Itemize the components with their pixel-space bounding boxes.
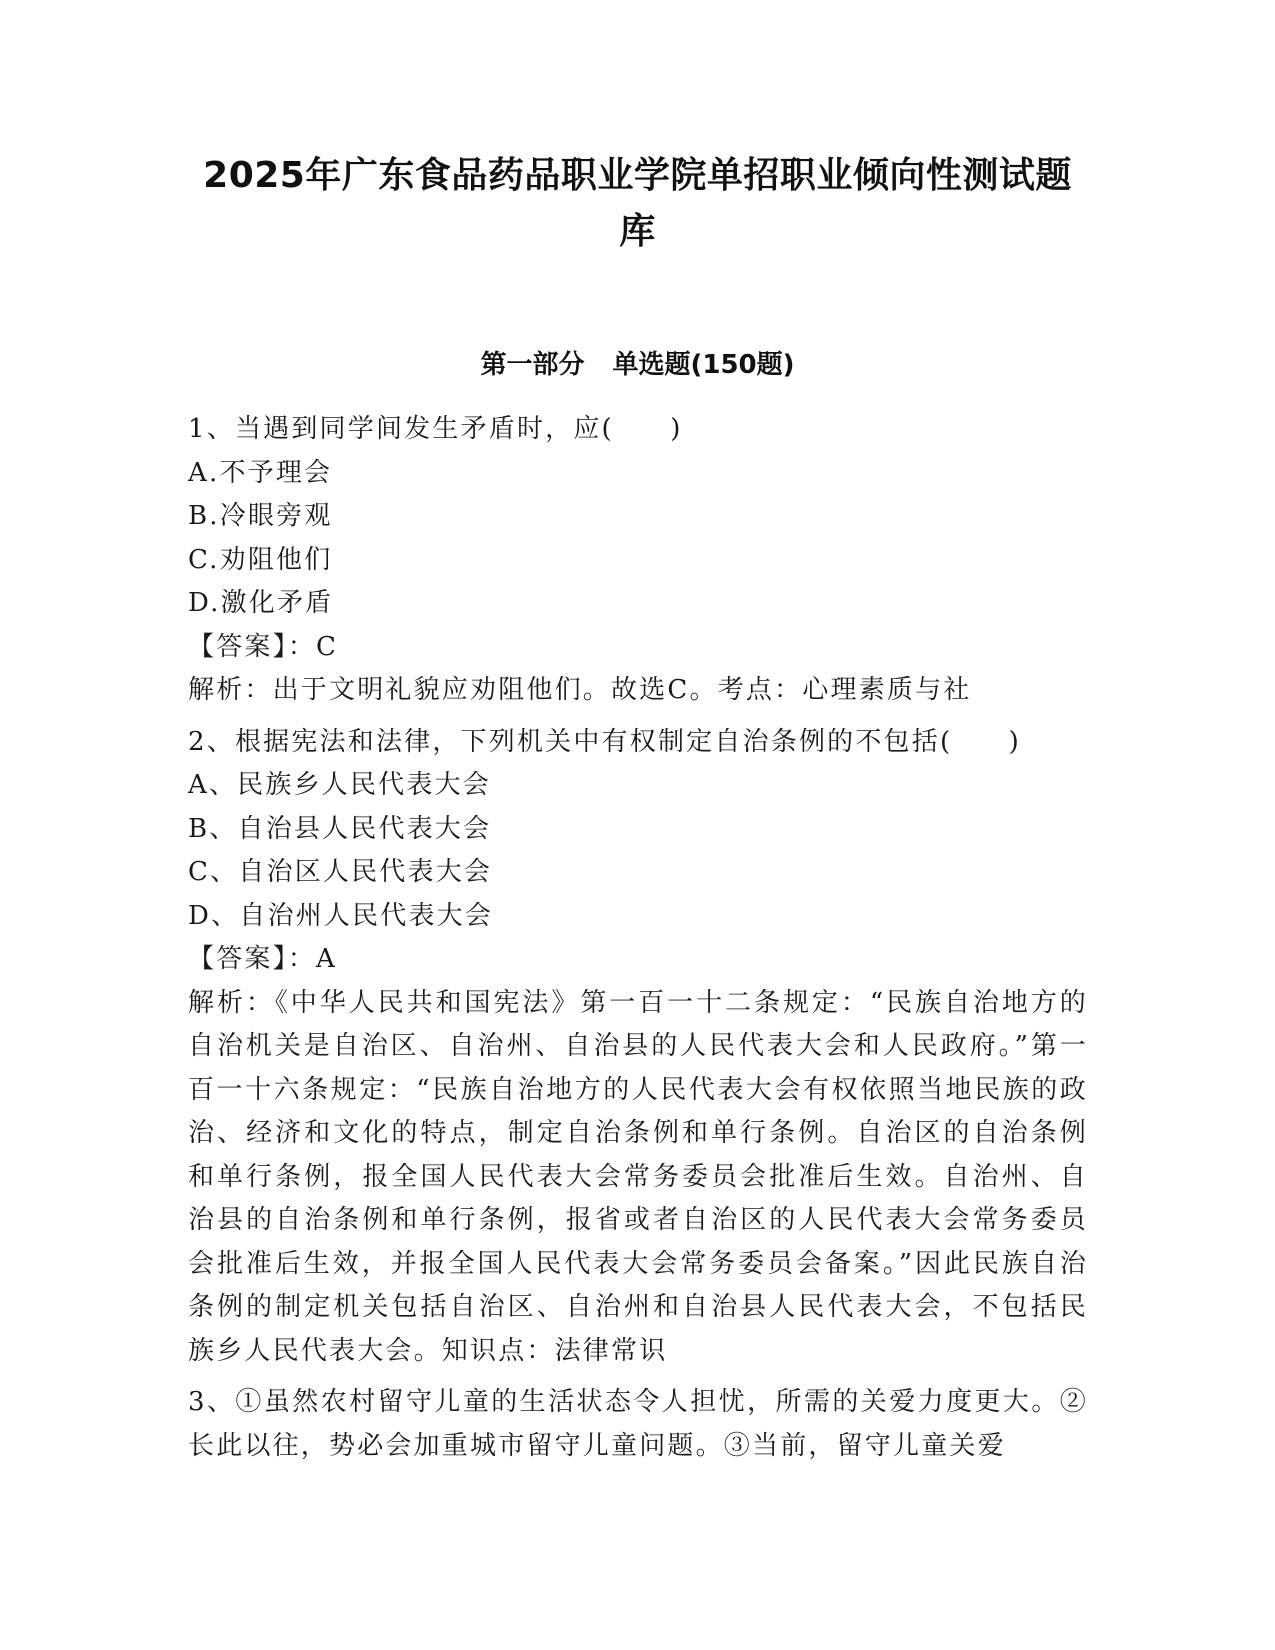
answer-label: 【答案】 xyxy=(188,631,288,662)
question-stem: 1、当遇到同学间发生矛盾时，应( ) xyxy=(188,414,683,444)
option-c: C、自治区人民代表大会 xyxy=(188,857,493,887)
analysis: 解析：《中华人民共和国宪法》第一百一十二条规定：“民族自治地方的自治机关是自治区、自治州、自治县的人民代表大会和人民政府。”第一百一十六条规定：“民族自治地方的人民代表大会有权依照当地民族的政治、经济和文化的特点，制定自治条例和单行条例。自治区的自治条例和单行条例，报全国人民代表大会常务委员会批准后生效。自治州、自治县的自治条例和单行条例，报省或者自治区的人民代表大会常务委员会批准后生效，并报全国人民代表大会常务委员会备案。”因此民族自治条例的制定机关包括自治区、自治州和自治县人民代表大会，不包括民族乡人民代表大会。知识点：法律常识 xyxy=(188,987,1088,1366)
answer xyxy=(188,626,1088,670)
answer-value: ：A xyxy=(287,944,337,974)
question-2 xyxy=(188,721,1088,1374)
option-b: B.冷眼旁观 xyxy=(188,501,333,531)
section-subtitle: 单选题(150题) xyxy=(612,350,795,380)
document-title: 2025年广东食品药品职业学院单招职业倾向性测试题库 xyxy=(203,155,1072,252)
option-a: A、民族乡人民代表大会 xyxy=(188,770,491,800)
question-list xyxy=(188,408,1088,1476)
answer-label: 【答案】 xyxy=(188,944,288,974)
question-3 xyxy=(188,1381,1088,1468)
option-c: C.劝阻他们 xyxy=(188,544,333,575)
section-label: 第一部分 xyxy=(480,350,585,380)
analysis: 解析：出于文明礼貌应劝阻他们。故选C。考点：心理素质与社 xyxy=(188,675,972,705)
option-d: D.激化矛盾 xyxy=(188,588,334,618)
section-title xyxy=(190,345,1085,385)
option-a: A.不予理会 xyxy=(188,457,333,488)
question-stem: 3、①虽然农村留守儿童的生活状态令人担忧，所需的关爱力度更大。②长此以往，势必会加重城市留守儿童问题。③当前，留守儿童关爱 xyxy=(188,1387,1088,1461)
option-d: D、自治州人民代表大会 xyxy=(188,900,494,931)
option-b: B、自治县人民代表大会 xyxy=(188,813,492,844)
answer xyxy=(188,938,1088,982)
question-stem: 2、根据宪法和法律，下列机关中有权制定自治条例的不包括( ) xyxy=(188,726,1022,757)
answer-value: ：C xyxy=(287,631,339,662)
question-1 xyxy=(188,408,1088,713)
